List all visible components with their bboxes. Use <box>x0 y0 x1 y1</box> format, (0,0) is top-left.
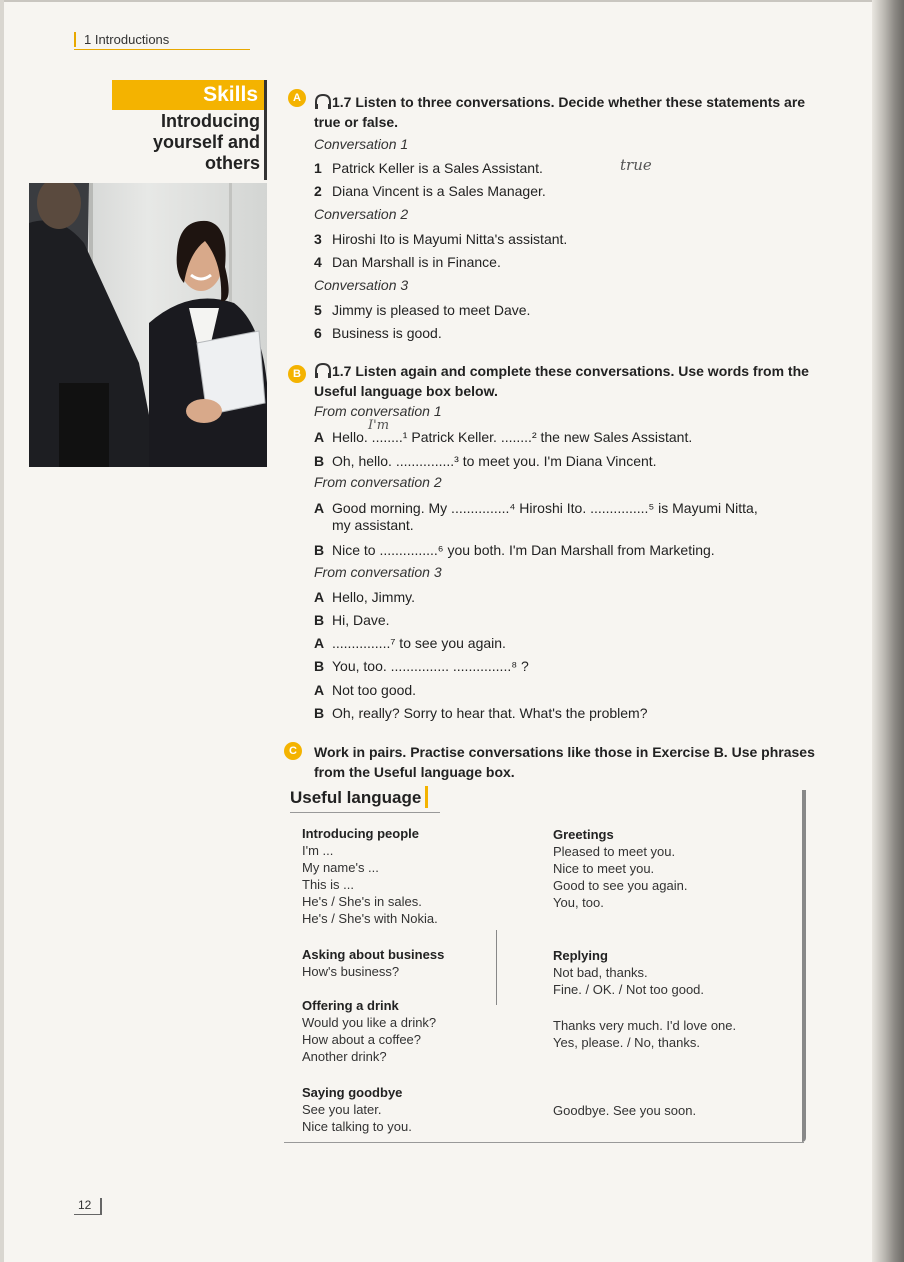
useful-language-column-divider <box>496 930 497 1005</box>
ul-group-heading: Replying <box>553 948 608 963</box>
speaker-letter: B <box>314 453 325 469</box>
speaker-letter: A <box>314 429 325 445</box>
skills-title-line-2: yourself and <box>152 132 260 152</box>
exercise-b-track: 1.7 <box>332 363 352 379</box>
skills-title-line-1: Introducing <box>161 111 260 131</box>
exercise-c-badge: C <box>284 742 302 760</box>
ul-phrase: Nice to meet you. <box>553 861 655 876</box>
speaker-letter: A <box>314 635 325 651</box>
skills-edge-bar <box>264 80 267 180</box>
dialogue-line <box>314 499 758 517</box>
skills-title-line-3: others <box>204 153 260 173</box>
useful-language-bottom-rule <box>284 1142 804 1143</box>
dialogue-text: my assistant. <box>332 517 414 533</box>
dialogue-line <box>314 516 414 534</box>
from-conversation-3-label: From conversation 3 <box>314 564 442 580</box>
exercise-a-instruction-line-2: true or false. <box>314 114 399 130</box>
ul-group-offering-a-drink <box>302 997 436 1065</box>
running-head <box>74 32 169 47</box>
useful-language-title <box>290 786 428 808</box>
ul-phrase: Pleased to meet you. <box>553 844 676 859</box>
exercise-b-badge: B <box>288 365 306 383</box>
ul-group-goodbye-replies <box>553 1102 696 1119</box>
running-head-bar <box>74 32 76 47</box>
skills-label: Skills <box>112 80 264 110</box>
ul-phrase: I'm ... <box>302 843 334 858</box>
ul-phrase: Nice talking to you. <box>302 1119 412 1134</box>
statement-item <box>314 324 442 342</box>
statement-number: 4 <box>314 254 322 270</box>
ul-group-saying-goodbye <box>302 1084 412 1135</box>
skills-title <box>112 111 260 174</box>
handwritten-answer-im: I'm <box>368 418 390 433</box>
headphones-icon[interactable] <box>314 363 332 379</box>
ul-group-replying <box>553 947 704 998</box>
ul-group-greetings <box>553 826 687 911</box>
ul-phrase: You, too. <box>553 895 604 910</box>
useful-language-title-text: Useful language <box>290 788 422 807</box>
statement-text: Patrick Keller is a Sales Assistant. <box>332 160 543 176</box>
page-number: 12 <box>78 1198 92 1212</box>
exercise-b-instruction-line-1: Listen again and complete these conversations. Use words from the <box>355 363 809 379</box>
ul-phrase: My name's ... <box>302 860 379 875</box>
dialogue-line <box>314 634 506 652</box>
statement-text: Diana Vincent is a Sales Manager. <box>332 183 546 199</box>
speaker-letter: A <box>314 500 325 516</box>
ul-phrase: He's / She's with Nokia. <box>302 911 438 926</box>
ul-phrase: Yes, please. / No, thanks. <box>553 1035 700 1050</box>
ul-group-drink-replies <box>553 1017 736 1051</box>
statement-number: 1 <box>314 160 322 176</box>
statement-text: Dan Marshall is in Finance. <box>332 254 501 270</box>
ul-group-heading: Greetings <box>553 827 614 842</box>
dialogue-line <box>314 541 715 559</box>
dialogue-line <box>314 681 416 699</box>
ul-group-heading: Asking about business <box>302 947 445 962</box>
handwritten-answer-true: true <box>620 156 652 174</box>
page-number-rule <box>74 1214 100 1215</box>
statement-item <box>314 182 546 200</box>
from-conversation-2-label: From conversation 2 <box>314 474 442 490</box>
dialogue-text: Oh, really? Sorry to hear that. What's the problem? <box>332 705 648 721</box>
dialogue-line <box>314 428 692 446</box>
dialogue-text: Good morning. My ...............⁴ Hiroshi Ito. ...............⁵ is Mayumi Nitta, <box>332 500 758 516</box>
ul-phrase: How's business? <box>302 964 400 979</box>
exercise-a-instruction-line-1: Listen to three conversations. Decide whether these statements are <box>355 94 806 110</box>
statement-number: 2 <box>314 183 322 199</box>
conversation-3-label: Conversation 3 <box>314 277 409 293</box>
statement-text: Business is good. <box>332 325 442 341</box>
speaker-letter: B <box>314 658 325 674</box>
page-binding-shadow <box>872 0 904 1262</box>
dialogue-text: Nice to ...............⁶ you both. I'm Dan Marshall from Marketing. <box>332 542 715 558</box>
headphones-icon[interactable] <box>314 94 332 110</box>
speaker-letter: A <box>314 682 325 698</box>
exercise-a-track: 1.7 <box>332 94 352 110</box>
page-left-edge <box>0 0 4 1262</box>
dialogue-text: ...............⁷ to see you again. <box>332 635 506 651</box>
ul-phrase: Another drink? <box>302 1049 387 1064</box>
dialogue-text: Hello. ........¹ Patrick Keller. ........² the new Sales Assistant. <box>332 429 693 445</box>
ul-phrase: Thanks very much. I'd love one. <box>553 1018 737 1033</box>
useful-language-top-rule <box>290 812 440 813</box>
page-top-edge <box>0 0 904 2</box>
dialogue-text: You, too. ............... ...............⁸ ? <box>332 658 529 674</box>
from-conversation-1-label: From conversation 1 <box>314 403 442 419</box>
statement-number: 3 <box>314 231 322 247</box>
statement-text: Hiroshi Ito is Mayumi Nitta's assistant. <box>332 231 568 247</box>
dialogue-line <box>314 588 415 606</box>
running-head-rule <box>74 49 250 50</box>
ul-group-introducing-people <box>302 825 438 927</box>
ul-phrase: Good to see you again. <box>553 878 688 893</box>
ul-phrase: How about a coffee? <box>302 1032 422 1047</box>
useful-language-title-tab <box>425 786 428 808</box>
ul-phrase: This is ... <box>302 877 355 892</box>
business-people-photo <box>29 183 267 467</box>
ul-group-asking-about-business <box>302 946 444 980</box>
dialogue-text: Not too good. <box>332 682 417 698</box>
page-number-tick <box>100 1198 102 1215</box>
dialogue-text: Oh, hello. ...............³ to meet you. I'm Diana Vincent. <box>332 453 657 469</box>
exercise-a-instruction <box>314 92 805 132</box>
ul-phrase: See you later. <box>302 1102 382 1117</box>
running-head-text: 1 Introductions <box>84 32 170 47</box>
speaker-letter: B <box>314 542 325 558</box>
ul-group-heading: Introducing people <box>302 826 419 841</box>
statement-number: 5 <box>314 302 322 318</box>
conversation-1-label: Conversation 1 <box>314 136 409 152</box>
exercise-c-instruction <box>314 742 815 782</box>
ul-group-heading: Offering a drink <box>302 998 399 1013</box>
dialogue-text: Hello, Jimmy. <box>332 589 415 605</box>
conversation-2-label: Conversation 2 <box>314 206 409 222</box>
dialogue-line <box>314 657 529 675</box>
ul-phrase: Not bad, thanks. <box>553 965 648 980</box>
exercise-c-instruction-line-1: Work in pairs. Practise conversations like those in Exercise B. Use phrases <box>314 744 815 760</box>
dialogue-line <box>314 704 648 722</box>
exercise-b-instruction <box>314 361 809 401</box>
statement-number: 6 <box>314 325 322 341</box>
speaker-letter: A <box>314 589 325 605</box>
speaker-letter: B <box>314 612 325 628</box>
useful-language-right-border <box>802 790 806 1142</box>
ul-group-heading: Saying goodbye <box>302 1085 403 1100</box>
ul-phrase: Would you like a drink? <box>302 1015 437 1030</box>
speaker-letter: B <box>314 705 325 721</box>
exercise-b-instruction-line-2: Useful language box below. <box>314 383 498 399</box>
dialogue-line <box>314 611 390 629</box>
statement-item <box>314 301 530 319</box>
ul-phrase: Goodbye. See you soon. <box>553 1103 697 1118</box>
statement-item <box>314 230 567 248</box>
dialogue-text: Hi, Dave. <box>332 612 390 628</box>
dialogue-line <box>314 452 657 470</box>
statement-text: Jimmy is pleased to meet Dave. <box>332 302 531 318</box>
exercise-a-badge: A <box>288 89 306 107</box>
statement-item <box>314 253 501 271</box>
ul-phrase: He's / She's in sales. <box>302 894 422 909</box>
ul-phrase: Fine. / OK. / Not too good. <box>553 982 705 997</box>
statement-item <box>314 159 543 177</box>
exercise-c-instruction-line-2: from the Useful language box. <box>314 764 515 780</box>
